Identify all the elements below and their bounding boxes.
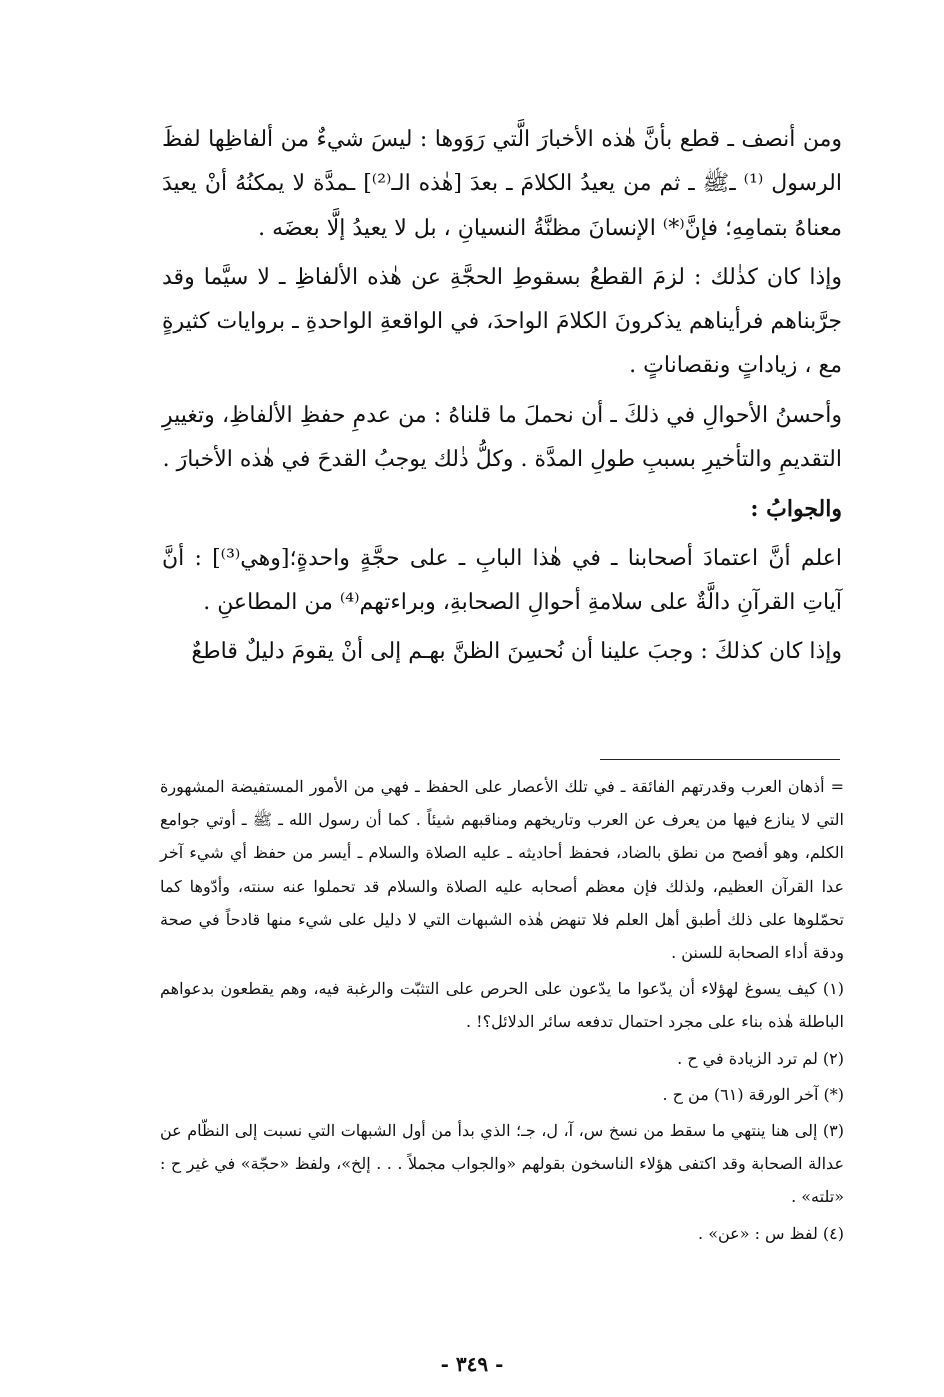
paragraph-2: وإذا كان كذٰلك : لزمَ القطعُ بسقوطِ الحجَّةِ عن هٰذه الألفاظِ ـ لا سيَّما وقد جرَّبناهم فرأيناهم يذكرونَ الكلامَ الواحدَ، في الواقعةِ الواحدةِ ـ بروايات كثيرةٍ مع ، زياداتٍ ونقصاناتٍ . [162, 264, 842, 379]
footnote-1: (١) كيف يسوغ لهؤلاء أن يدّعوا ما يدّعون على الحرص على التثبّت والرغبة فيه، وهم يقطعون بدعواهم الباطلة هٰذه بناء على مجرد احتمال تدفعه سائر الدلائل؟! . [160, 979, 844, 1032]
page-number: - ٣٤٩ - [440, 1352, 504, 1376]
footnotes [160, 770, 844, 1250]
footnote-3: (٣) إلى هنا ينتهي ما سقط من نسخ س، آ، ل، جـ؛ الذي بدأ من أول الشبهات التي نسبت إلى النظّام عن عدالة الصحابة وقد اكتفى هؤلاء الناسخون بقولهم «والجواب مجملاً . . . إلخ»، ولفظ «حجّة» في غير ح : «تلته» . [160, 1121, 844, 1207]
footnote-separator [600, 759, 840, 760]
footnote-star: (*) آخر الورقة (٦١) من ح . [662, 1084, 844, 1104]
main-text [162, 118, 842, 675]
paragraph-1: ومن أنصف ـ قطع بأنَّ هٰذه الأخبارَ الَّتي رَوَوها : ليسَ شيءٌ من ألفاظِها لفظَ الرسول ⁽¹⁾ ـﷺ ـ ثم من يعيدُ الكلامَ ـ بعدَ [هٰذه الـ⁽²⁾] ـمدَّة لا يمكنُهُ أنْ يعيدَ معناهُ بتمامِهِ؛ فإنَّ⁽*⁾ الإنسانَ مظنَّةُ النسيانِ ، بل لا يعيدُ إلَّا بعضَه . [162, 127, 842, 241]
answer-heading: والجوابُ : [750, 496, 842, 523]
footnote-4: (٤) لفظ س : «عن» . [698, 1223, 844, 1243]
paragraph-5: وإذا كان كذلكَ : وجبَ علينا أن نُحسِنَ الظنَّ بهـم إلى أنْ يقومَ دليلٌ قاطعٌ [191, 639, 842, 665]
footnote-continuation: = أذهان العرب وقدرتهم الفائقة ـ في تلك الأعصار على الحفظ ـ فهي من الأمور المستفيضة المشهورة التي لا ينازع فيها من يعرف عن العرب وتاريخهم ومناقبهم شيئاً . كما أن رسول الله ـ ﷺ ـ أوتي جوامع الكلم، وهو أفصح من نطق بالضاد، فحفظ أحاديثه ـ عليه الصلاة والسلام ـ أيسر من حفظ أي شيء آخر عدا القرآن العظيم، ولذلك فإن معظم أصحابه عليه الصلاة والسلام قد تحملوا عنه سنته، وأدّوها كما تحمّلوها على ذلك أطبق أهل العلم فلا تنهض هٰذه الشبهات التي لا دليل على شيء منها قادحاً في صحة ودقة أداء الصحابة للسنن . [160, 777, 844, 963]
paragraph-3: وأحسنُ الأحوالِ في ذلكَ ـ أن نحملَ ما قلناهُ : من عدمِ حفظِ الألفاظِ، وتغييرِ التقديمِ والتأخيرِ بسببِ طولِ المدَّة . وكلُّ ذٰلك يوجبُ القدحَ في هٰذه الأخبارَ . [162, 402, 842, 473]
footnote-2: (٢) لم ترد الزيادة في ح . [677, 1048, 844, 1068]
paragraph-4: اعلم أنَّ اعتمادَ أصحابنا ـ في هٰذا البابِ ـ على حجَّةٍ واحدةٍ؛[وهي⁽³⁾] : أنَّ آياتِ القرآنِ دالَّةٌ على سلامةِ أحوالِ الصحابةِ، وبراءتهم⁽⁴⁾ من المطاعنِ . [162, 545, 842, 615]
